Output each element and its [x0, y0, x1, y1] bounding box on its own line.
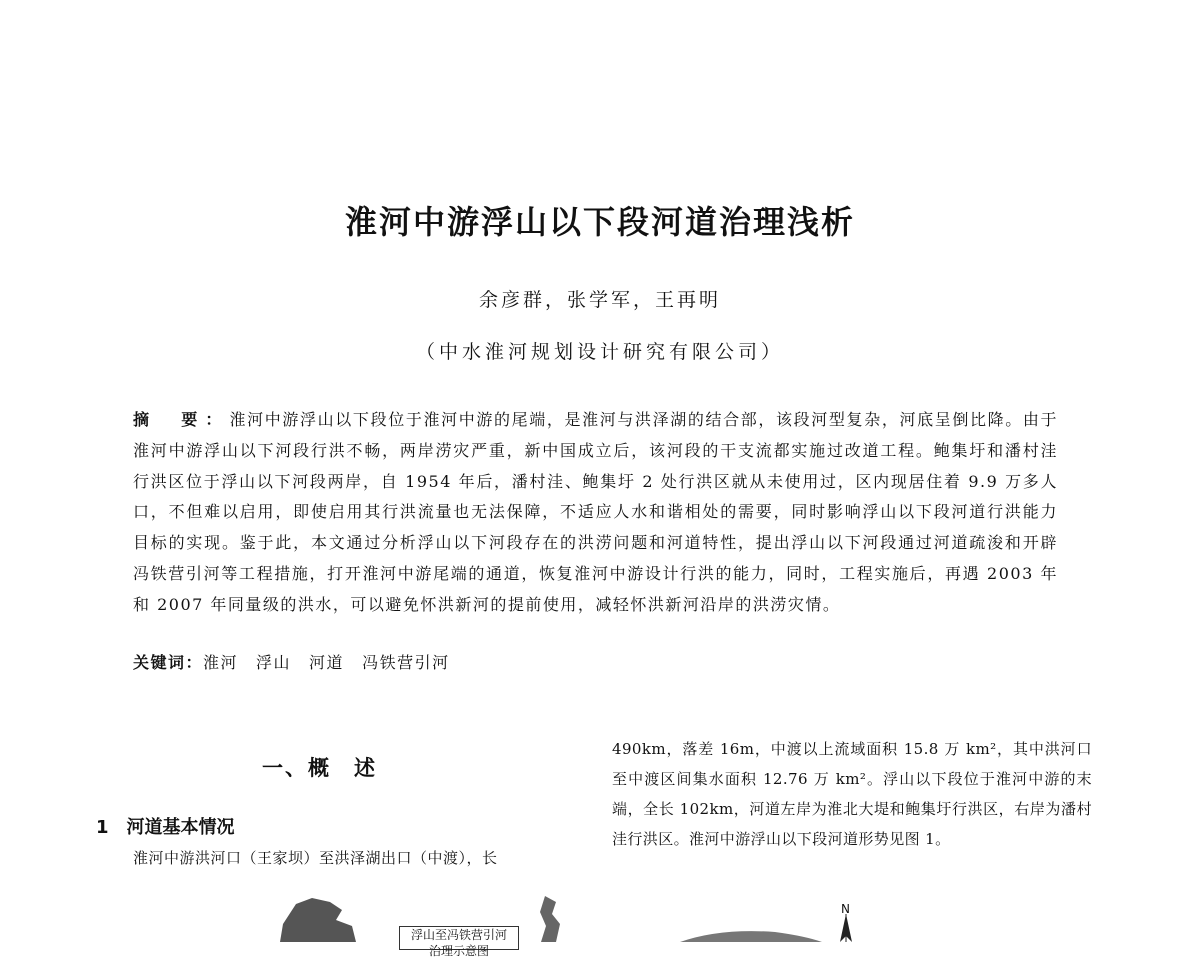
authors: 余彦群，张学军，王再明	[478, 289, 721, 311]
keyword-item: 河道	[309, 653, 345, 672]
map-river-bank	[540, 896, 560, 942]
affiliation: （中水淮河规划设计研究有限公司）	[415, 341, 784, 363]
abstract	[133, 405, 1058, 621]
section-heading: 一、概 述	[262, 756, 377, 780]
abstract-text: 淮河中游浮山以下段位于淮河中游的尾端，是淮河与洪泽湖的结合部，该段河型复杂，河底呈倒比降。由于淮河中游浮山以下河段行洪不畅，两岸涝灾严重，新中国成立后，该河段的干支流都实施过改道工程。鲍集圩和潘村洼行洪区位于浮山以下河段两岸，自 1954 年后，潘村洼、鲍集圩 2 处行洪区就从未使用过，区内现居住着 9.9 万多人口，不但难以启用，即使启用其行洪流量也无法保障，不适应人水和谐相处的需要，同时影响浮山以下段河道行洪能力目标的实现。鉴于此，本文通过分析浮山以下河段存在的洪涝问题和河道特性，提出浮山以下河段通过河道疏浚和开辟冯铁营引河等工程措施，打开淮河中游尾端的通道，恢复淮河中游设计行洪的能力，同时，工程实施后，再遇 2003 年和 2007 年同量级的洪水，可以避免怀洪新河的提前使用，减轻怀洪新河沿岸的洪涝灾情。	[133, 410, 1058, 614]
right-column-paragraph: 490km，落差 16m，中渡以上流域面积 15.8 万 km²，其中洪河口至中渡区间集水面积 12.76 万 km²。浮山以下段位于淮河中游的末端，全长 102km，河道左岸为淮北大堤和鲍集圩行洪区，右岸为潘村洼行洪区。淮河中游浮山以下段河道形势见图 1。	[612, 740, 1092, 848]
paper-title: 淮河中游浮山以下段河道治理浅析	[344, 203, 855, 241]
north-label: N	[841, 902, 850, 916]
left-column-paragraph: 淮河中游洪河口（王家坝）至洪泽湖出口（中渡），长	[133, 849, 498, 867]
map-water-body	[680, 931, 822, 942]
keywords	[133, 650, 1058, 673]
figure-map	[0, 880, 1200, 942]
keyword-item: 浮山	[256, 653, 292, 672]
figure-1	[0, 880, 1200, 958]
subsection-number: 1	[96, 817, 109, 838]
figure-label-line2: 治理示意图	[428, 944, 489, 958]
keyword-item: 冯铁营引河	[362, 653, 450, 672]
abstract-label: 摘 要：	[133, 410, 230, 429]
figure-label-box	[399, 926, 519, 958]
subsection-heading	[96, 813, 235, 839]
keyword-item: 淮河	[203, 653, 239, 672]
map-landmass-left	[280, 898, 356, 942]
subsection-title: 河道基本情况	[126, 817, 235, 838]
figure-label-line1: 浮山至冯铁营引河	[410, 928, 507, 942]
keywords-label: 关键词：	[133, 653, 204, 672]
